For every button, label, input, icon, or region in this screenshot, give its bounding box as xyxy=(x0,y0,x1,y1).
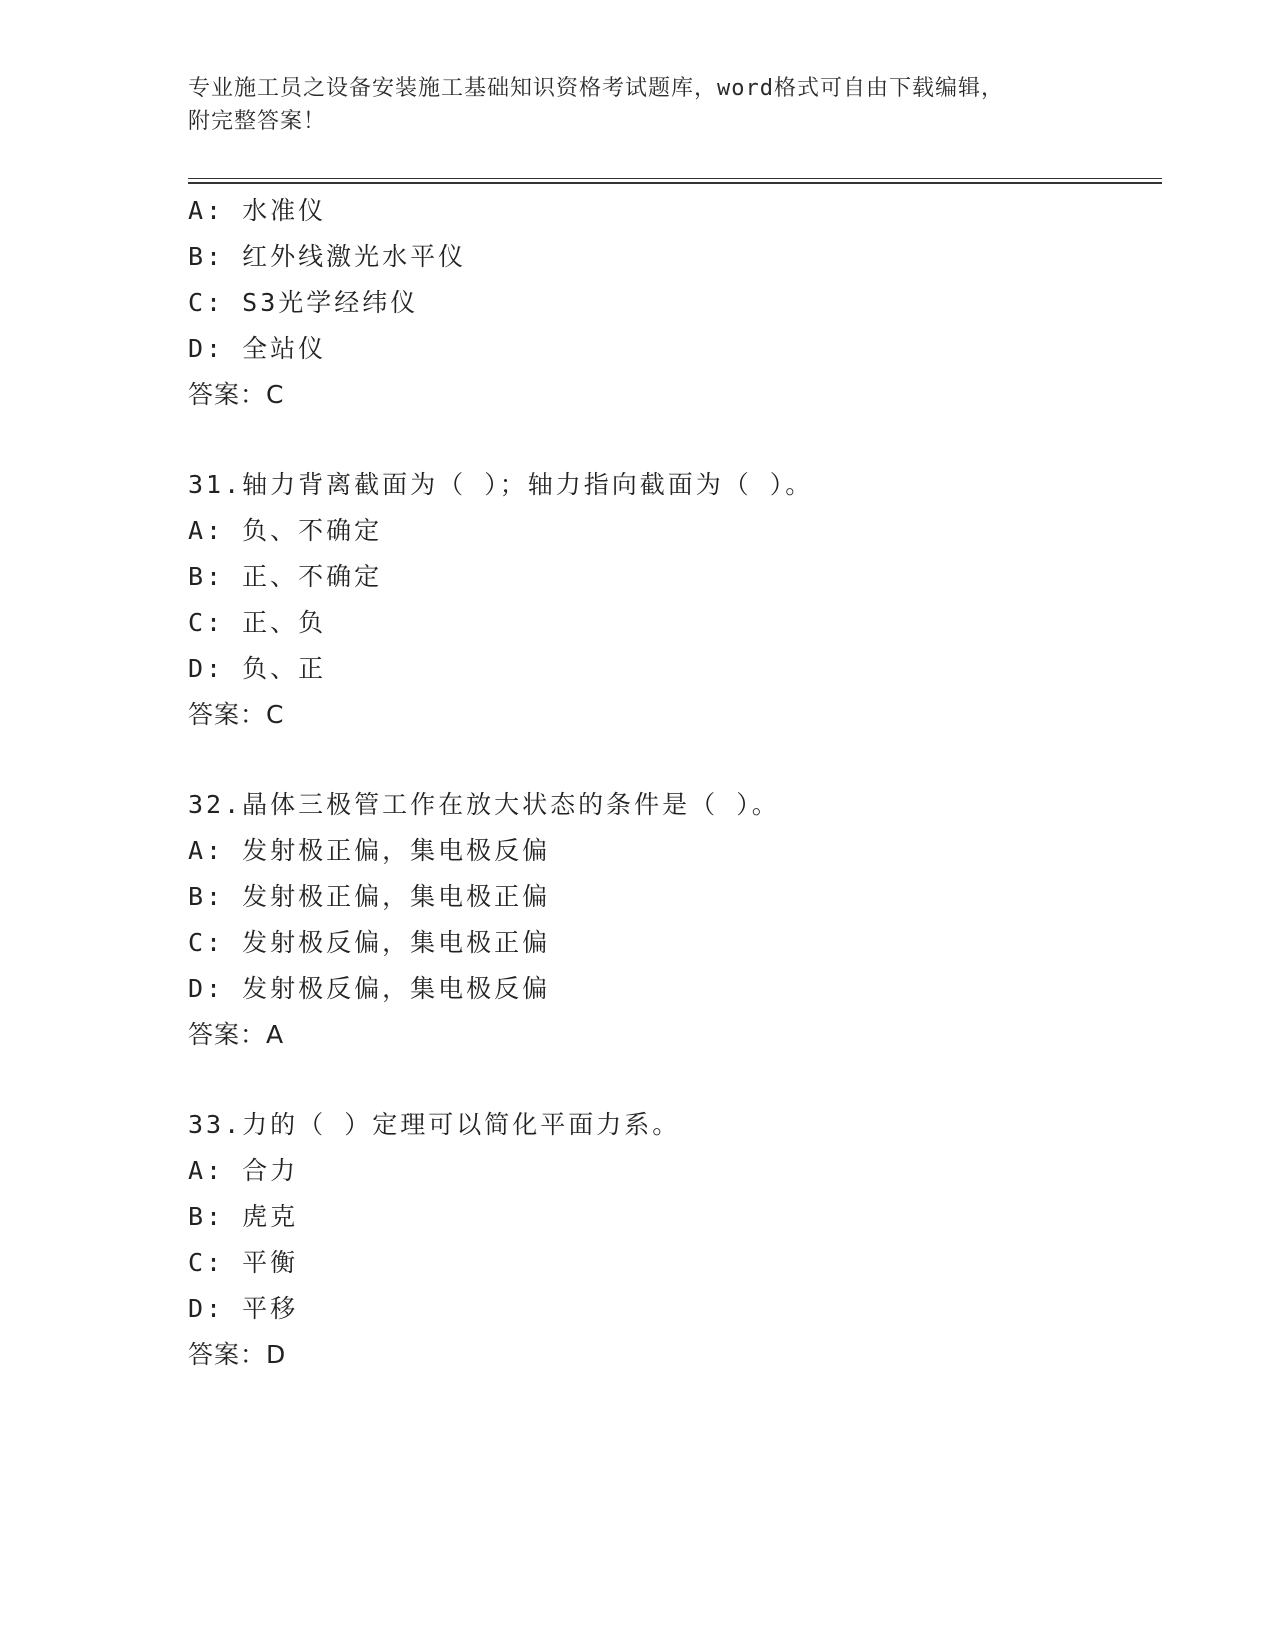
option-d: D: 发射极反偏，集电极反偏 xyxy=(188,974,551,1003)
option-a: A: 合力 xyxy=(188,1156,299,1185)
option-b: B: 正、不确定 xyxy=(188,562,383,591)
document-header xyxy=(188,72,1068,138)
option-a: A: 发射极正偏，集电极反偏 xyxy=(188,836,551,865)
spacer xyxy=(188,418,1162,462)
question-33 xyxy=(188,1102,1162,1378)
question-32 xyxy=(188,782,1162,1058)
option-a: A: 水准仪 xyxy=(188,196,327,225)
option-a: A: 负、不确定 xyxy=(188,516,383,545)
answer: 答案：C xyxy=(188,380,285,409)
option-c: C: 平衡 xyxy=(188,1248,299,1277)
question-text: 32.晶体三极管工作在放大状态的条件是（ ）。 xyxy=(188,790,780,819)
answer: 答案：C xyxy=(188,700,285,729)
spacer xyxy=(188,738,1162,782)
header-line-2: 附完整答案！ xyxy=(188,109,327,134)
spacer xyxy=(188,1058,1162,1102)
header-line-1: 专业施工员之设备安装施工基础知识资格考试题库，word格式可自由下载编辑， xyxy=(188,76,1004,101)
option-b: B: 发射极正偏，集电极正偏 xyxy=(188,882,551,911)
header-divider-thin xyxy=(188,178,1162,179)
option-b: B: 虎克 xyxy=(188,1202,299,1231)
header-divider-thick xyxy=(188,182,1162,184)
answer: 答案：A xyxy=(188,1020,285,1049)
question-31 xyxy=(188,462,1162,738)
option-c: C: 正、负 xyxy=(188,608,327,637)
question-list xyxy=(188,188,1162,1378)
option-d: D: 平移 xyxy=(188,1294,299,1323)
option-c: C: 发射极反偏，集电极正偏 xyxy=(188,928,551,957)
option-b: B: 红外线激光水平仪 xyxy=(188,242,467,271)
option-d: D: 全站仪 xyxy=(188,334,327,363)
answer: 答案：D xyxy=(188,1340,287,1369)
option-c: C: S3光学经纬仪 xyxy=(188,288,419,317)
question-30 xyxy=(188,188,1162,418)
question-text: 33.力的（ ）定理可以简化平面力系。 xyxy=(188,1110,681,1139)
option-d: D: 负、正 xyxy=(188,654,327,683)
question-text: 31.轴力背离截面为（ ）；轴力指向截面为（ ）。 xyxy=(188,470,814,499)
